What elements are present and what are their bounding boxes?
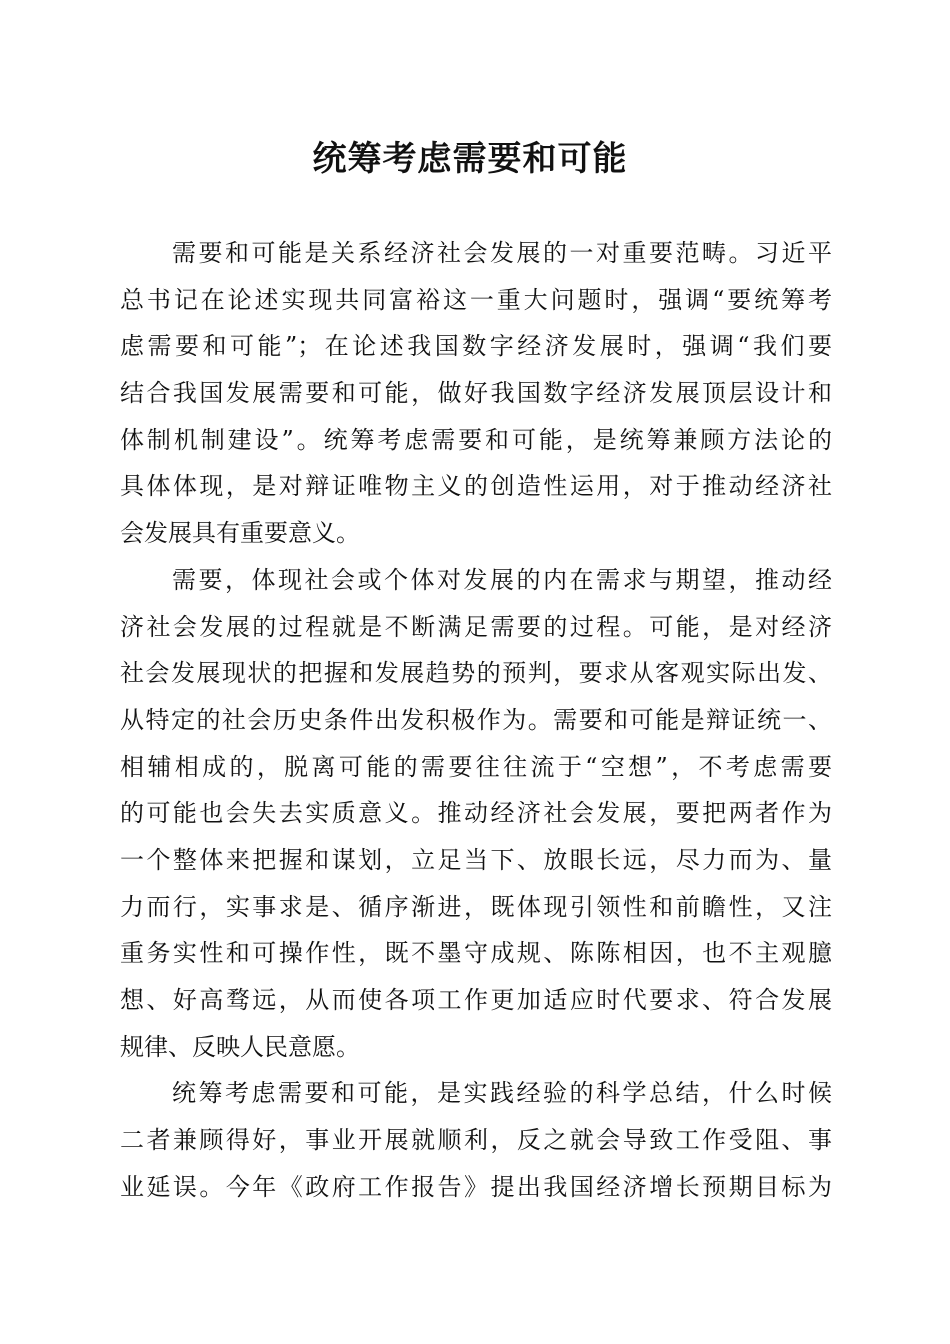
- document-body: [120, 230, 832, 1210]
- text-line: 力而行，实事求是、循序渐进，既体现引领性和前瞻性，又注: [120, 892, 832, 921]
- text-line: 体制机制建设”。统筹考虑需要和可能，是统筹兼顾方法论的: [120, 425, 832, 454]
- text-line: 需要，体现社会或个体对发展的内在需求与期望，推动经: [172, 565, 832, 594]
- text-line: 总书记在论述实现共同富裕这一重大问题时，强调“要统筹考: [120, 285, 832, 314]
- text-line: 虑需要和可能”；在论述我国数字经济发展时，强调“我们要: [120, 332, 832, 361]
- text-line: 社会发展现状的把握和发展趋势的预判，要求从客观实际出发、: [120, 659, 832, 688]
- text-line: 想、好高骛远，从而使各项工作更加适应时代要求、符合发展: [120, 986, 832, 1014]
- text-line: 相辅相成的，脱离可能的需要往往流于“空想”，不考虑需要: [120, 752, 832, 781]
- text-line: 济社会发展的过程就是不断满足需要的过程。可能，是对经济: [120, 612, 832, 641]
- text-line: 二者兼顾得好，事业开展就顺利，反之就会导致工作受阻、事: [120, 1126, 832, 1155]
- text-line: 规律、反映人民意愿。: [120, 1032, 360, 1061]
- text-line: 重务实性和可操作性，既不墨守成规、陈陈相因，也不主观臆: [120, 939, 832, 968]
- text-line: 结合我国发展需要和可能，做好我国数字经济发展顶层设计和: [120, 379, 832, 408]
- text-line: 需要和可能是关系经济社会发展的一对重要范畴。习近平: [172, 239, 832, 267]
- document-title: 统筹考虑需要和可能: [312, 139, 628, 179]
- text-line: 具体体现，是对辩证唯物主义的创造性运用，对于推动经济社: [120, 472, 832, 501]
- text-line: 的可能也会失去实质意义。推动经济社会发展，要把两者作为: [120, 799, 832, 828]
- text-line: 从特定的社会历史条件出发积极作为。需要和可能是辩证统一、: [120, 705, 832, 734]
- text-line: 统筹考虑需要和可能，是实践经验的科学总结，什么时候: [172, 1079, 832, 1108]
- text-line: 会发展具有重要意义。: [120, 519, 360, 548]
- text-line: 一个整体来把握和谋划，立足当下、放眼长远，尽力而为、量: [120, 845, 832, 874]
- text-line: 业延误。今年《政府工作报告》提出我国经济增长预期目标为: [120, 1172, 832, 1201]
